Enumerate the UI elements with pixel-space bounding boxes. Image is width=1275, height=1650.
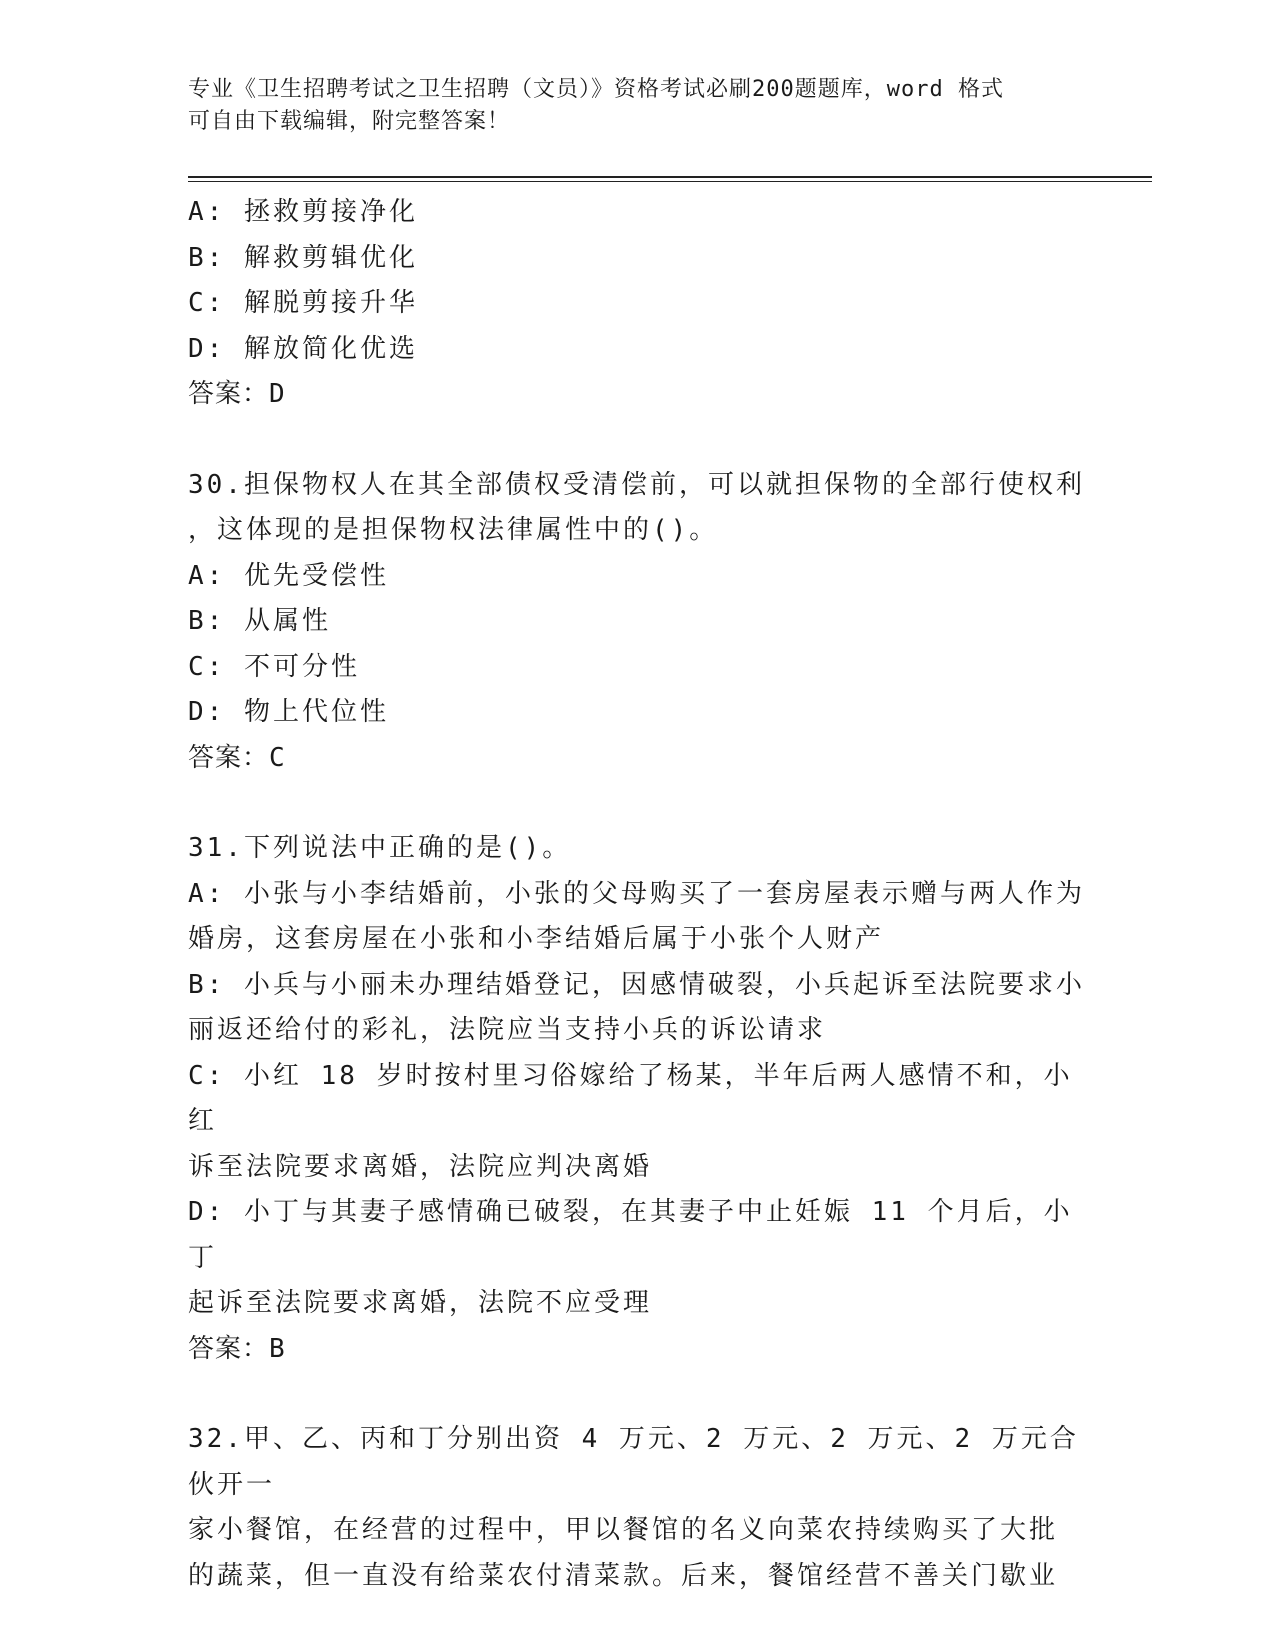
option-b: B: 解救剪辑优化 xyxy=(188,242,418,273)
option-c-line-2: 诉至法院要求离婚，法院应判决离婚 xyxy=(188,1151,653,1182)
option-c-line-1: C: 小红 18 岁时按村里习俗嫁给了杨某，半年后两人感情不和，小红 xyxy=(188,1060,1073,1136)
question-list xyxy=(188,190,1088,1599)
option-a: A: 拯救剪接净化 xyxy=(188,197,418,227)
question-30 xyxy=(188,463,1088,782)
question-31 xyxy=(188,826,1088,1372)
answer-line xyxy=(188,736,1088,782)
option-c: C: 不可分性 xyxy=(188,651,360,682)
answer-line xyxy=(188,372,1088,418)
option-b-line-2: 丽返还给付的彩礼，法院应当支持小兵的诉讼请求 xyxy=(188,1015,827,1045)
header-title-line-2: 可自由下载编辑，附完整答案！ xyxy=(188,109,511,134)
option-b-line-1: B: 小兵与小丽未办理结婚登记，因感情破裂，小兵起诉至法院要求小 xyxy=(188,969,1085,1000)
option-a: A: 优先受偿性 xyxy=(188,560,389,591)
question-32 xyxy=(188,1417,1088,1599)
answer-line xyxy=(188,1327,1088,1373)
question-stem-line-2: ，这体现的是担保物权法律属性中的()。 xyxy=(188,515,719,545)
question-stem-line-1: 30.担保物权人在其全部债权受清偿前，可以就担保物的全部行使权利 xyxy=(188,469,1085,500)
option-d: D: 解放简化优选 xyxy=(188,333,418,364)
spacer xyxy=(188,1372,1088,1417)
option-d-line-2: 起诉至法院要求离婚，法院不应受理 xyxy=(188,1288,653,1318)
option-c: C: 解脱剪接升华 xyxy=(188,288,418,318)
option-d: D: 物上代位性 xyxy=(188,697,389,727)
answer-label: 答案： xyxy=(188,1333,270,1364)
question-stem-line-3: 的蔬菜，但一直没有给菜农付清菜款。后来，餐馆经营不善关门歇业 xyxy=(188,1560,1059,1591)
document-header xyxy=(188,74,1088,138)
answer-label: 答案： xyxy=(188,379,270,409)
option-a-line-1: A: 小张与小李结婚前，小张的父母购买了一套房屋表示赠与两人作为 xyxy=(188,878,1085,909)
question-stem-line-1: 32.甲、乙、丙和丁分别出资 4 万元、2 万元、2 万元、2 万元合伙开一 xyxy=(188,1424,1079,1500)
option-a-line-2: 婚房，这套房屋在小张和小李结婚后属于小张个人财产 xyxy=(188,924,885,954)
header-divider-thin xyxy=(188,181,1152,182)
answer-label: 答案： xyxy=(188,742,270,773)
question-29 xyxy=(188,190,1088,418)
spacer xyxy=(188,781,1088,826)
answer-value: C xyxy=(269,742,286,773)
option-b: B: 从属性 xyxy=(188,606,331,636)
answer-value: B xyxy=(269,1333,286,1364)
header-title-line-1: 专业《卫生招聘考试之卫生招聘（文员）》资格考试必刷200题题库，word 格式 xyxy=(188,77,1004,102)
question-stem-line-2: 家小餐馆，在经营的过程中，甲以餐馆的名义向菜农持续购买了大批 xyxy=(188,1515,1059,1545)
option-d-line-1: D: 小丁与其妻子感情确已破裂，在其妻子中止妊娠 11 个月后，小丁 xyxy=(188,1197,1073,1273)
answer-value: D xyxy=(269,379,286,409)
header-divider-thick xyxy=(188,176,1152,178)
spacer xyxy=(188,418,1088,463)
question-stem: 31.下列说法中正确的是()。 xyxy=(188,833,572,863)
